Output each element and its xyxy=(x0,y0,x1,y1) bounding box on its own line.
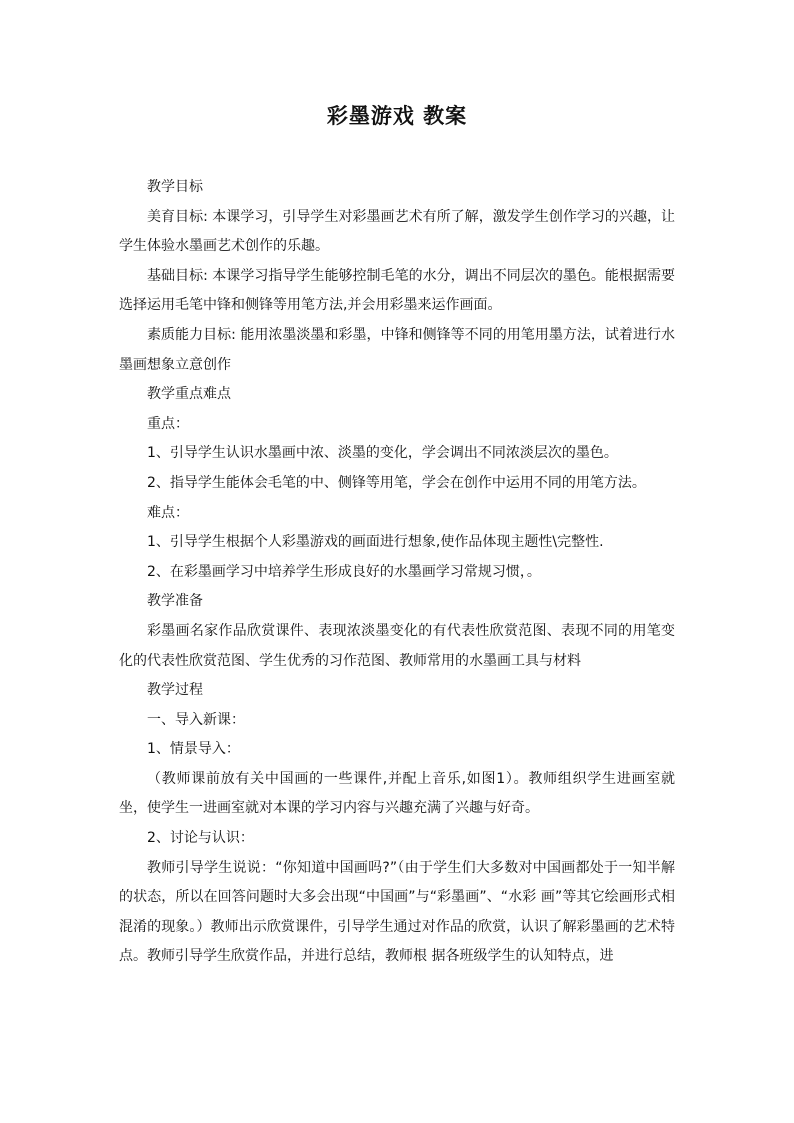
heading-teaching-goals: 教学目标 xyxy=(147,179,203,195)
heading-preparation: 教学准备 xyxy=(147,593,203,610)
subsection-discussion: 2、讨论与认识： xyxy=(147,830,254,847)
heading-process: 教学过程 xyxy=(147,682,203,699)
paragraph-aesthetic-goal: 美育目标: 本课学习，引导学生对彩墨画艺术有所了解，激发学生创作学习的兴趣，让学生体验水墨画艺术创作的乐趣。 xyxy=(119,208,675,255)
paragraph-basic-goal: 基础目标: 本课学习指导学生能够控制毛笔的水分，调出不同层次的墨色。能根据需要选择运用毛笔中锋和侧锋等用笔方法,并会用彩墨来运作画面。 xyxy=(119,267,675,314)
list-item-key-2: 2、指导学生能体会毛笔的中、侧锋等用笔，学会在创作中运用不同的用笔方法。 xyxy=(147,474,646,491)
paragraph-discussion: 教师引导学生说说：“你知道中国画吗?”（由于学生们大多数对中国画都处于一知半解的状态，所以在回答问题时大多会出现“中国画”与“彩墨画”、“水彩 画”等其它绘画形式相混淆的现象。）教师出示欣赏课件，引导学生通过对作品的欣赏，认识了解彩墨画的艺术特点。教师引导学生欣赏作品，并进行总结，教师根 据各班级学生的认知特点，进 xyxy=(119,859,675,965)
document-body xyxy=(119,173,675,972)
subsection-scenario: 1、情景导入： xyxy=(147,741,240,758)
heading-key-points: 教学重点难点 xyxy=(147,386,231,403)
section-intro: 一、导入新课： xyxy=(147,711,245,728)
paragraph-scenario: （教师课前放有关中国画的一些课件,并配上音乐,如图1）。教师组织学生进画室就坐，使学生一进画室就对本课的学习内容与兴趣充满了兴趣与好奇。 xyxy=(119,770,675,817)
label-key: 重点： xyxy=(147,415,189,432)
paragraph-preparation: 彩墨画名家作品欣赏课件、表现浓淡墨变化的有代表性欣赏范图、表现不同的用笔变化的代表性欣赏范图、学生优秀的习作范图、教师常用的水墨画工具与材料 xyxy=(119,622,675,669)
list-item-difficulty-2: 2、在彩墨画学习中培养学生形成良好的水墨画学习常规习惯，。 xyxy=(147,563,541,580)
list-item-key-1: 1、引导学生认识水墨画中浓、淡墨的变化，学会调出不同浓淡层次的墨色。 xyxy=(147,445,618,462)
document-title: 彩墨游戏 教案 xyxy=(326,103,468,128)
list-item-difficulty-1: 1、引导学生根据个人彩墨游戏的画面进行想象,使作品体现主题性\完整性. xyxy=(147,534,604,551)
label-difficulty: 难点： xyxy=(147,504,189,521)
paragraph-ability-goal: 素质能力目标: 能用浓墨淡墨和彩墨，中锋和侧锋等不同的用笔用墨方法，试着进行水墨画想象立意创作 xyxy=(119,326,675,373)
